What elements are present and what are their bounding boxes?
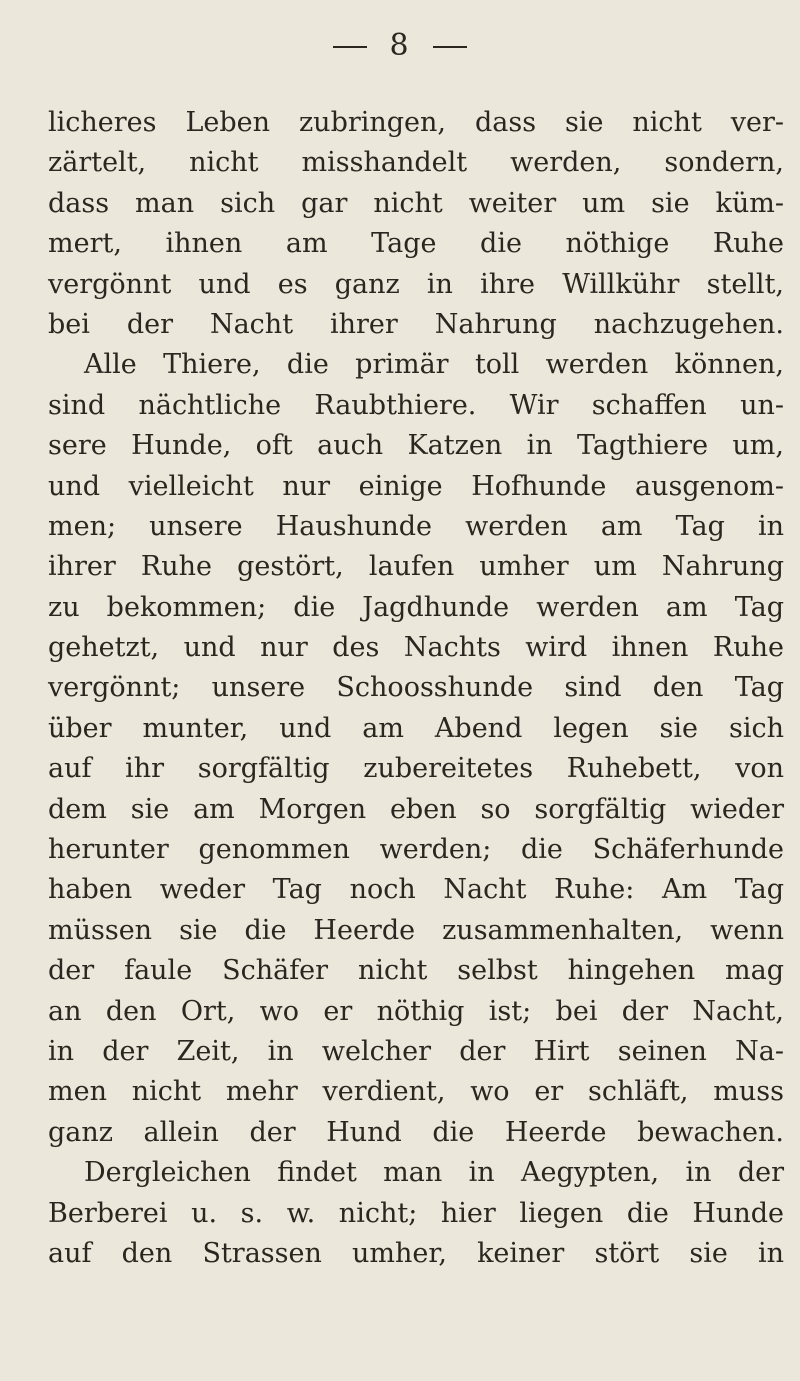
text-line: dass man sich gar nicht weiter um sie küm- <box>48 187 784 219</box>
text-line: licheres Leben zubringen, dass sie nicht ver- <box>48 107 784 138</box>
text-line: dem sie am Morgen eben so sorgfältig wieder <box>48 793 784 825</box>
text-line: Berberei u. s. w. nicht; hier liegen die Hunde <box>48 1197 784 1229</box>
text-line: men; unsere Haushunde werden am Tag in <box>48 510 784 542</box>
text-line: Alle Thiere, die primär toll werden können, <box>84 349 784 381</box>
text-line: an den Ort, wo er nöthig ist; bei der Nacht, <box>48 995 784 1027</box>
text-line: gehetzt, und nur des Nachts wird ihnen Ruhe <box>48 632 784 664</box>
text-line: haben weder Tag noch Nacht Ruhe: Am Tag <box>48 874 784 906</box>
text-line: über munter, und am Abend legen sie sich <box>48 712 784 744</box>
text-line: in der Zeit, in welcher der Hirt seinen Na- <box>48 1035 784 1067</box>
text-line: auf ihr sorgfältig zubereitetes Ruhebett, von <box>48 753 784 785</box>
text-line: zärtelt, nicht misshandelt werden, sondern, <box>48 147 784 179</box>
body-text <box>48 103 784 1274</box>
text-line: mert, ihnen am Tage die nöthige Ruhe <box>48 228 784 260</box>
text-line: und vielleicht nur einige Hofhunde ausgenom- <box>48 470 784 502</box>
text-line: herunter genommen werden; die Schäferhunde <box>48 834 784 866</box>
header-dash-right <box>433 46 467 48</box>
text-line: Dergleichen findet man in Aegypten, in der <box>84 1157 784 1189</box>
text-line: auf den Strassen umher, keiner stört sie in <box>48 1237 784 1269</box>
page-header <box>0 28 800 63</box>
text-line: der faule Schäfer nicht selbst hingehen mag <box>48 955 784 987</box>
header-dash-left <box>333 46 367 48</box>
page-number: 8 <box>389 28 411 63</box>
text-line: zu bekommen; die Jagdhunde werden am Tag <box>48 591 784 623</box>
text-line: sere Hunde, oft auch Katzen in Tagthiere um, <box>48 430 784 462</box>
text-line: vergönnt; unsere Schoosshunde sind den Tag <box>48 672 784 704</box>
text-line: bei der Nacht ihrer Nahrung nachzugehen. <box>48 308 784 340</box>
text-line: sind nächtliche Raubthiere. Wir schaffen un- <box>48 389 784 421</box>
text-line: vergönnt und es ganz in ihre Willkühr stellt, <box>48 268 784 300</box>
text-line: müssen sie die Heerde zusammenhalten, wenn <box>48 914 784 946</box>
text-line: ihrer Ruhe gestört, laufen umher um Nahrung <box>48 551 784 583</box>
text-line: ganz allein der Hund die Heerde bewachen. <box>48 1116 784 1148</box>
text-line: men nicht mehr verdient, wo er schläft, muss <box>48 1076 784 1108</box>
